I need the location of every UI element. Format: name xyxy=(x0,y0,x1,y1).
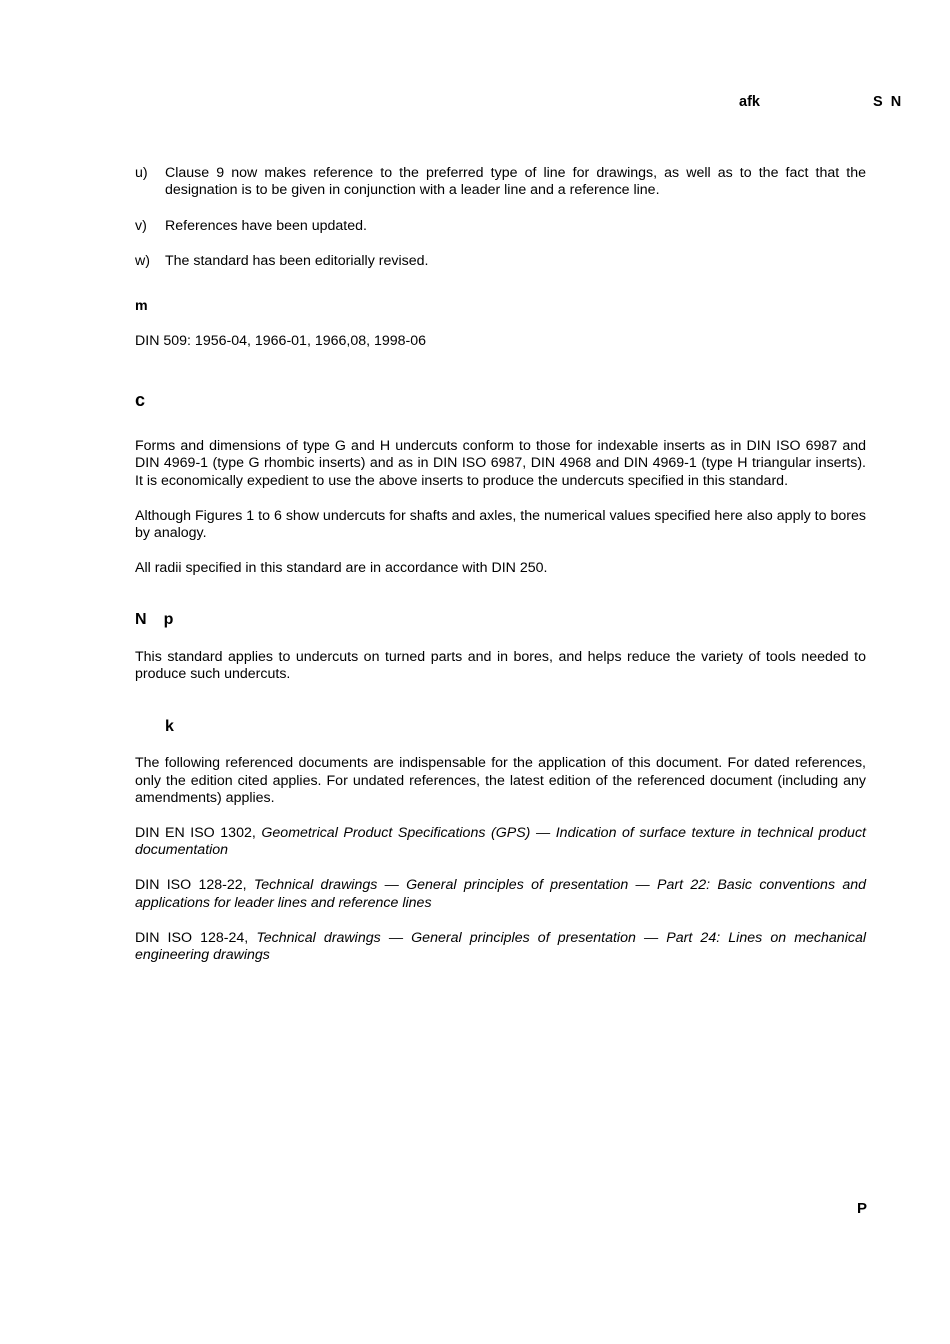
header-left: afk xyxy=(739,94,760,110)
reference-entry xyxy=(135,877,866,912)
change-label: v) xyxy=(135,217,147,234)
scope-text: This standard applies to undercuts on turned parts and in bores, and helps reduce the variety of tools needed to produce such undercuts. xyxy=(135,648,866,683)
previous-editions-heading: m xyxy=(135,297,148,314)
reference-entry xyxy=(135,825,866,860)
scope-heading-title: p xyxy=(163,611,174,629)
introduction-heading: c xyxy=(135,390,146,411)
header-right: S N xyxy=(873,94,903,110)
change-text: Clause 9 now makes reference to the preferred type of line for drawings, as well as to the fact that the designation is to be given in conjunction with a leader line and a reference line. xyxy=(165,165,866,199)
page-footer: P xyxy=(857,1200,868,1217)
page-content xyxy=(135,165,866,982)
change-item xyxy=(135,253,866,270)
scope-heading-number: N xyxy=(135,611,147,629)
reference-title: Technical drawings — General principles of presentation — Part 22: Basic conventions and applications for leader lines and reference lines xyxy=(135,877,866,911)
reference-code: DIN ISO 128-24, xyxy=(135,929,249,946)
normative-references-heading: k xyxy=(165,717,174,735)
change-item xyxy=(135,165,866,200)
reference-entry xyxy=(135,930,866,965)
intro-paragraph: Although Figures 1 to 6 show undercuts for shafts and axles, the numerical values specified here also apply to bores by analogy. xyxy=(135,507,866,542)
reference-code: DIN EN ISO 1302, xyxy=(135,824,256,841)
references-intro: The following referenced documents are indispensable for the application of this document. For dated references, only the edition cited applies. For undated references, the latest edition of the referenced document (including any amendments) applies. xyxy=(135,755,866,806)
change-label: u) xyxy=(135,165,148,181)
reference-title: Geometrical Product Specifications (GPS) — Indication of surface texture in technical product documentation xyxy=(135,824,866,859)
reference-code: DIN ISO 128-22, xyxy=(135,877,247,894)
change-text: The standard has been editorially revised. xyxy=(165,253,429,270)
intro-paragraph: All radii specified in this standard are in accordance with DIN 250. xyxy=(135,560,548,577)
scope-heading xyxy=(135,611,866,628)
change-item xyxy=(135,218,866,235)
previous-editions-text: DIN 509: 1956-04, 1966-01, 1966,08, 1998-06 xyxy=(135,333,427,350)
reference-title: Technical drawings — General principles of presentation — Part 24: Lines on mechanical engineering drawings xyxy=(135,929,866,964)
intro-paragraph: Forms and dimensions of type G and H undercuts conform to those for indexable inserts as in DIN ISO 6987 and DIN 4969-1 (type G rhombic inserts) and as in DIN ISO 6987, DIN 4968 and DIN 4969-1 (type H triangular inserts). It is economically expedient to use the above inserts to produce the undercuts specified in this standard. xyxy=(135,437,866,489)
change-text: References have been updated. xyxy=(165,217,367,234)
change-label: w) xyxy=(135,253,150,270)
